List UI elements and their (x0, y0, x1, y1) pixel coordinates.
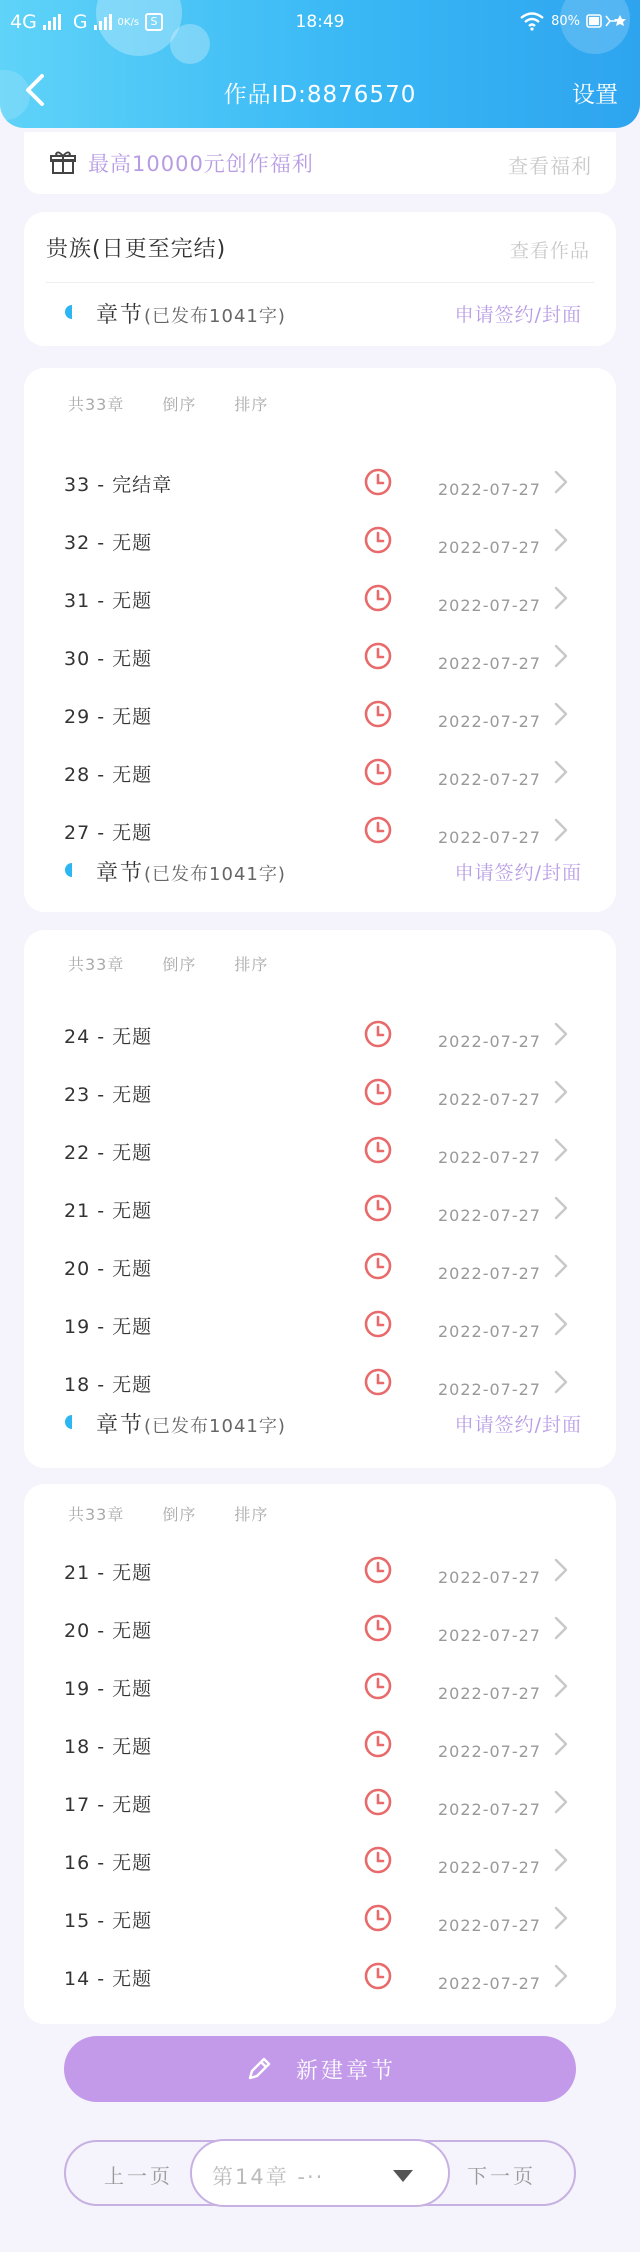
chapter-label: 章节(已发布1041字) (96, 861, 286, 886)
chapter-row[interactable] (64, 758, 584, 798)
chapter-bar (62, 298, 582, 328)
clock-icon (364, 1904, 392, 1932)
chapter-row[interactable] (64, 1730, 584, 1770)
clock-icon (364, 1252, 392, 1280)
chevron-right-icon (552, 1368, 570, 1396)
apply-contract-link[interactable]: 申请签约/封面 (454, 862, 582, 884)
chapter-date: 2022-07-27 (438, 1568, 541, 1587)
chapter-date: 2022-07-27 (438, 1974, 541, 1993)
chapter-row[interactable] (64, 1904, 584, 1944)
chapter-row[interactable] (64, 1962, 584, 2002)
chapter-bar (62, 856, 582, 886)
chapter-title: 23 - 无题 (64, 1084, 153, 1106)
chevron-right-icon (552, 1672, 570, 1700)
chevron-right-icon (552, 700, 570, 728)
chapter-label: 章节(已发布1041字) (96, 303, 286, 328)
network-type: 4G (10, 11, 37, 33)
apply-contract-link[interactable]: 申请签约/封面 (454, 1414, 582, 1436)
clock-icon (364, 1672, 392, 1700)
chapter-title: 28 - 无题 (64, 764, 153, 786)
chapter-date: 2022-07-27 (438, 770, 541, 789)
welfare-text: 最高10000元创作福利 (88, 152, 314, 176)
chapter-title: 32 - 无题 (64, 532, 153, 554)
clock-icon (364, 758, 392, 786)
clock-icon (364, 1614, 392, 1642)
chapter-label: 章节(已发布1041字) (96, 1413, 286, 1438)
list-header (68, 392, 268, 415)
new-chapter-label: 新建章节 (295, 2058, 396, 2084)
chapter-select-value: 第14章 -·· (212, 2165, 325, 2189)
chapter-marker-icon (62, 1415, 72, 1429)
chevron-right-icon (552, 1310, 570, 1338)
clock-icon (364, 1556, 392, 1584)
chapter-title: 18 - 无题 (64, 1736, 153, 1758)
clock-icon (364, 1368, 392, 1396)
clock-icon (364, 1136, 392, 1164)
status-bar (0, 0, 640, 44)
clock-icon (364, 1078, 392, 1106)
chapter-title: 31 - 无题 (64, 590, 153, 612)
pager (64, 2140, 576, 2206)
chapter-title: 30 - 无题 (64, 648, 153, 670)
reverse-order-button[interactable]: 倒序 (162, 955, 197, 974)
pencil-icon (244, 2054, 274, 2084)
chevron-right-icon (552, 1962, 570, 1990)
network-speed: 0K/s (117, 16, 140, 28)
clock-icon (364, 1730, 392, 1758)
chevron-right-icon (552, 1904, 570, 1932)
chapter-row[interactable] (64, 584, 584, 624)
clock-icon (364, 1962, 392, 1990)
chapter-title: 22 - 无题 (64, 1142, 153, 1164)
view-work-link[interactable]: 查看作品 (509, 240, 590, 262)
work-title: 贵族(日更至完结) (46, 237, 227, 262)
sort-button[interactable]: 排序 (234, 395, 269, 414)
chevron-right-icon (552, 1788, 570, 1816)
chapter-date: 2022-07-27 (438, 1626, 541, 1645)
prev-page-button[interactable]: 上一页 (104, 2164, 173, 2188)
chapter-date: 2022-07-27 (438, 828, 541, 847)
chapter-marker-icon (62, 305, 72, 319)
chapter-title: 19 - 无题 (64, 1316, 153, 1338)
sort-button[interactable]: 排序 (234, 1505, 269, 1524)
clock-icon (364, 1846, 392, 1874)
clock-icon (364, 1788, 392, 1816)
list-header (68, 1502, 268, 1525)
reverse-order-button[interactable]: 倒序 (162, 395, 197, 414)
chapter-date: 2022-07-27 (438, 1916, 541, 1935)
chevron-right-icon (552, 1846, 570, 1874)
clock-time: 18:49 (295, 12, 345, 32)
list-header (68, 952, 268, 975)
view-welfare-link[interactable]: 查看福利 (508, 154, 592, 178)
chapter-row[interactable] (64, 1556, 584, 1596)
clock-icon (364, 642, 392, 670)
chevron-right-icon (552, 1020, 570, 1048)
chapter-row[interactable] (64, 468, 584, 508)
chevron-right-icon (552, 1614, 570, 1642)
chapter-row[interactable] (64, 642, 584, 682)
chapter-row[interactable] (64, 1136, 584, 1176)
chapter-title: 27 - 无题 (64, 822, 153, 844)
chapter-select[interactable] (190, 2139, 450, 2207)
chapter-date: 2022-07-27 (438, 712, 541, 731)
chapter-title: 16 - 无题 (64, 1852, 153, 1874)
chapter-date: 2022-07-27 (438, 1742, 541, 1761)
chapter-row[interactable] (64, 1078, 584, 1118)
welfare-banner[interactable] (24, 132, 616, 194)
chapter-title: 20 - 无题 (64, 1620, 153, 1642)
chapter-title: 19 - 无题 (64, 1678, 153, 1700)
next-page-button[interactable]: 下一页 (467, 2164, 536, 2188)
chevron-right-icon (552, 1136, 570, 1164)
chapter-date: 2022-07-27 (438, 1148, 541, 1167)
sort-button[interactable]: 排序 (234, 955, 269, 974)
chapter-title: 29 - 无题 (64, 706, 153, 728)
chapter-date: 2022-07-27 (438, 538, 541, 557)
apply-contract-link[interactable]: 申请签约/封面 (454, 304, 582, 326)
chapter-date: 2022-07-27 (438, 1684, 541, 1703)
chapter-marker-icon (62, 863, 72, 877)
chevron-right-icon (552, 642, 570, 670)
chapter-title: 24 - 无题 (64, 1026, 153, 1048)
chapter-date: 2022-07-27 (438, 1322, 541, 1341)
chapter-row[interactable] (64, 1310, 584, 1350)
chapter-date: 2022-07-27 (438, 1858, 541, 1877)
chapter-date: 2022-07-27 (438, 1264, 541, 1283)
page-title: 作品ID:8876570 (223, 82, 417, 108)
chapter-count: 共33章 (68, 955, 125, 974)
chapter-row[interactable] (64, 700, 584, 740)
chapter-date: 2022-07-27 (438, 1032, 541, 1051)
clock-icon (364, 816, 392, 844)
chevron-right-icon (552, 1730, 570, 1758)
chapter-date: 2022-07-27 (438, 480, 541, 499)
chevron-right-icon (552, 1078, 570, 1106)
caret-down-icon (392, 2169, 414, 2183)
chapter-date: 2022-07-27 (438, 596, 541, 615)
chapter-title: 14 - 无题 (64, 1968, 153, 1990)
chapter-title: 33 - 完结章 (64, 474, 173, 496)
chapter-date: 2022-07-27 (438, 1206, 541, 1225)
clock-icon (364, 700, 392, 728)
chapter-row[interactable] (64, 1846, 584, 1886)
clock-icon (364, 468, 392, 496)
divider (46, 282, 594, 283)
chapter-count: 共33章 (68, 1505, 125, 1524)
clock-icon (364, 1310, 392, 1338)
battery-icon (586, 13, 630, 29)
chapter-date: 2022-07-27 (438, 654, 541, 673)
chevron-right-icon (552, 526, 570, 554)
app-header (0, 0, 640, 128)
chapter-title: 18 - 无题 (64, 1374, 153, 1396)
reverse-order-button[interactable]: 倒序 (162, 1505, 197, 1524)
chapter-row[interactable] (64, 526, 584, 566)
chapter-row[interactable] (64, 1368, 584, 1408)
chapter-bar (62, 1408, 582, 1438)
chevron-right-icon (552, 468, 570, 496)
chapter-title: 21 - 无题 (64, 1200, 153, 1222)
gift-icon (50, 150, 76, 176)
chevron-right-icon (552, 1252, 570, 1280)
chapter-row[interactable] (64, 1194, 584, 1234)
chapter-date: 2022-07-27 (438, 1800, 541, 1819)
clock-icon (364, 584, 392, 612)
chapter-date: 2022-07-27 (438, 1380, 541, 1399)
chapter-title: 21 - 无题 (64, 1562, 153, 1584)
clock-icon (364, 526, 392, 554)
chevron-right-icon (552, 816, 570, 844)
new-chapter-button[interactable] (64, 2036, 576, 2102)
chevron-right-icon (552, 758, 570, 786)
chapter-count: 共33章 (68, 395, 125, 414)
chapter-title: 17 - 无题 (64, 1794, 153, 1816)
chapter-title: 15 - 无题 (64, 1910, 153, 1932)
chevron-right-icon (552, 584, 570, 612)
chapter-row[interactable] (64, 816, 584, 856)
chapter-title: 20 - 无题 (64, 1258, 153, 1280)
chapter-row[interactable] (64, 1020, 584, 1060)
app-notification-icon: S (145, 13, 163, 31)
chapter-row[interactable] (64, 1252, 584, 1292)
chapter-row[interactable] (64, 1614, 584, 1654)
chapter-date: 2022-07-27 (438, 1090, 541, 1109)
network-type-2: G (72, 11, 88, 33)
clock-icon (364, 1020, 392, 1048)
chapter-row[interactable] (64, 1672, 584, 1712)
chevron-right-icon (552, 1556, 570, 1584)
clock-icon (364, 1194, 392, 1222)
chevron-right-icon (552, 1194, 570, 1222)
battery-percent: 80% (551, 13, 580, 29)
chapter-row[interactable] (64, 1788, 584, 1828)
settings-button[interactable]: 设置 (572, 82, 618, 108)
wifi-icon (519, 11, 545, 31)
